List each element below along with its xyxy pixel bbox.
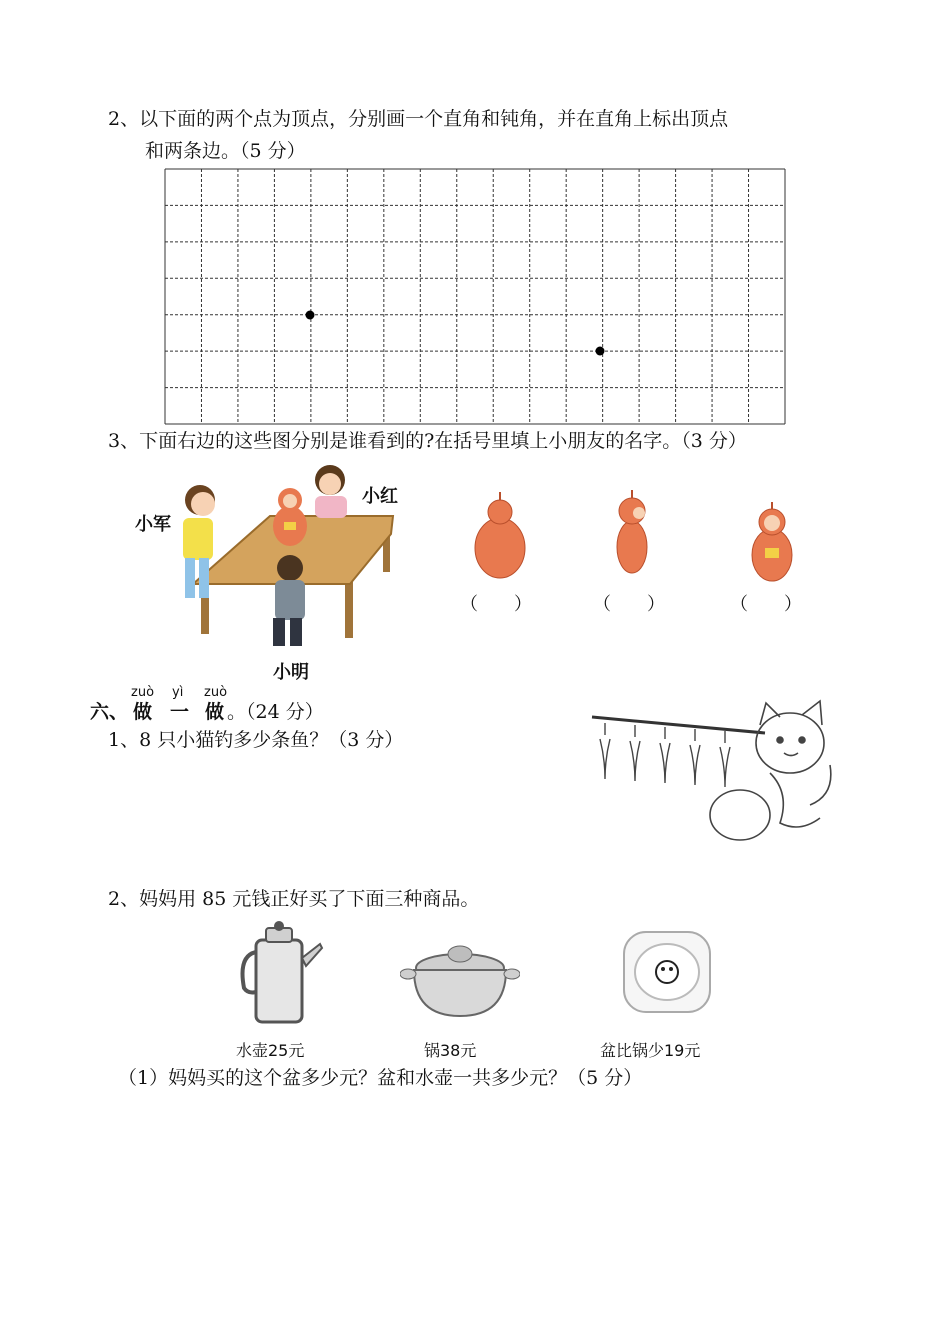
doll-front-view — [742, 500, 802, 590]
q3-text: 3、下面右边的这些图分别是谁看到的?在括号里填上小朋友的名字。（3 分） — [108, 430, 747, 452]
kettle-price-label: 水壶25元 — [236, 1041, 305, 1060]
answer-blank-1[interactable]: （ ） — [460, 594, 532, 615]
pot-image — [400, 932, 520, 1022]
name-xiaojun: 小军 — [135, 514, 171, 535]
q2-line1: 2、以下面的两个点为顶点，分别画一个直角和钝角，并在直角上标出顶点 — [108, 108, 729, 130]
kettle-image — [236, 918, 326, 1028]
pot-price-label: 锅38元 — [424, 1041, 477, 1060]
section-6-char-3: 做 — [205, 701, 225, 723]
doll-back-view — [470, 490, 530, 585]
pinyin-zuo-2: zuò — [204, 685, 228, 700]
q2-line2: 和两条边。（5 分） — [145, 140, 306, 162]
section-6-char-2: 一 — [170, 701, 190, 723]
s6-q2-text: 2、妈妈用 85 元钱正好买了下面三种商品。 — [108, 888, 480, 910]
basin-price-label: 盆比锅少19元 — [600, 1041, 701, 1060]
name-xiaohong: 小红 — [362, 486, 398, 507]
basin-image — [618, 926, 716, 1018]
answer-blank-3[interactable]: （ ） — [730, 594, 802, 615]
section-6-prefix: 六、 — [90, 701, 129, 723]
pinyin-zuo-1: zuò — [131, 685, 155, 700]
s6-q2-sub1: （1）妈妈买的这个盆多少元？盆和水壶一共多少元？（5 分） — [118, 1067, 643, 1089]
section-6-suffix: 。（24 分） — [227, 701, 324, 723]
cat-fishing-illustration — [570, 695, 835, 850]
doll-side-view — [607, 487, 657, 587]
pinyin-yi: yì — [172, 685, 184, 700]
section-6-char-1: 做 — [133, 701, 153, 723]
grid-point-1 — [306, 311, 315, 320]
answer-blank-2[interactable]: （ ） — [593, 594, 665, 615]
drawing-grid — [160, 166, 790, 428]
name-xiaoming: 小明 — [273, 662, 309, 683]
grid-point-2 — [596, 347, 605, 356]
s6-q1-text: 1、8 只小猫钓多少条鱼？（3 分） — [108, 729, 404, 751]
